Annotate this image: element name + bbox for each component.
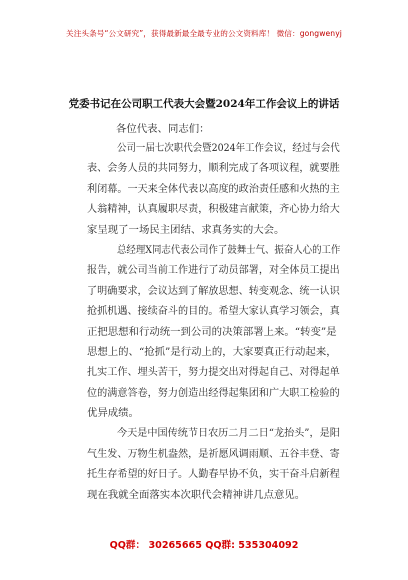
text-line: 优异成绩。	[87, 407, 139, 420]
paragraph-2-line-7	[87, 362, 340, 382]
header-promo-note: 关注头条号“公文研究”，获得最新最全最专业的公文资料库！ 微信：gongwenyj	[66, 29, 342, 38]
text-line: 位的满意答卷，努力创造出经得起集团和广大职工检验的	[87, 386, 340, 399]
paragraph-1-line-1	[87, 138, 340, 158]
footer-qq-groups: QQ群： 30265665 QQ群: 535304092	[109, 540, 299, 551]
text-line: 托生存希望的好日子。人勤春早协不负，实干奋斗启新程	[87, 468, 340, 481]
paragraph-1-line-5	[87, 220, 340, 240]
text-line: 现在我就全面落实本次职代会精神讲几点意见。	[87, 488, 306, 501]
text-line: 扎实工作、埋头苦干，努力提交出对得起自己、对得起单	[87, 366, 340, 379]
text-line: 表、会务人员的共同努力，顺利完成了各项议程，就要胜	[87, 162, 340, 175]
text-line: 利闭幕。一天来全体代表以高度的政治责任感和火热的主	[87, 182, 340, 195]
paragraph-2-line-2	[87, 260, 340, 280]
paragraph-3-line-1	[87, 423, 340, 443]
paragraph-1-line-3	[87, 179, 340, 199]
paragraph-2-line-9	[87, 403, 340, 423]
document-title: 党委书记在公司职工代表大会暨2024年工作会议上的讲话	[68, 98, 340, 110]
text-line: 公司一届七次职代会暨2024年工作会议，经过与会代	[117, 142, 340, 154]
text-line: 家呈现了一场民主团结、求真务实的大会。	[87, 223, 285, 236]
paragraph-1-line-4	[87, 199, 340, 219]
text-line: 人翁精神，认真履职尽责，积极建言献策，齐心协力给大	[87, 203, 340, 216]
paragraph-2-line-4	[87, 301, 340, 321]
text-line: 今天是中国传统节日农历二月二日“龙抬头”，是阳	[117, 427, 340, 440]
paragraph-3-line-4	[87, 485, 340, 505]
paragraph-3-line-2	[87, 444, 340, 464]
paragraph-2-line-8	[87, 383, 340, 403]
paragraph-1-line-2	[87, 158, 340, 178]
paragraph-3-line-3	[87, 464, 340, 484]
salutation: 各位代表、同志们：	[116, 123, 210, 135]
text-line: 抢抓机遇、接续奋斗的目的。希望大家认真学习领会，真	[87, 305, 340, 318]
text-line: 气生发、万物生机盎然，是祈愿风调雨顺、五谷丰登、寄	[87, 447, 340, 460]
document-body	[87, 138, 340, 505]
text-line: 正把思想和行动统一到公司的决策部署上来。“转变”是	[87, 325, 337, 338]
paragraph-2-line-1	[87, 240, 340, 260]
paragraph-2-line-6	[87, 342, 340, 362]
paragraph-2-line-3	[87, 281, 340, 301]
text-line: 了明确要求，会议达到了解放思想、转变观念、统一认识	[87, 284, 340, 297]
text-line: 报告，就公司当前工作进行了动员部署，对全体员工提出	[87, 264, 340, 277]
paragraph-2-line-5	[87, 322, 340, 342]
text-line: 思想上的、“抢抓”是行动上的，大家要真正行动起来，	[87, 345, 337, 358]
text-line: 总经理X同志代表公司作了鼓舞士气、振奋人心的工作	[117, 243, 341, 256]
